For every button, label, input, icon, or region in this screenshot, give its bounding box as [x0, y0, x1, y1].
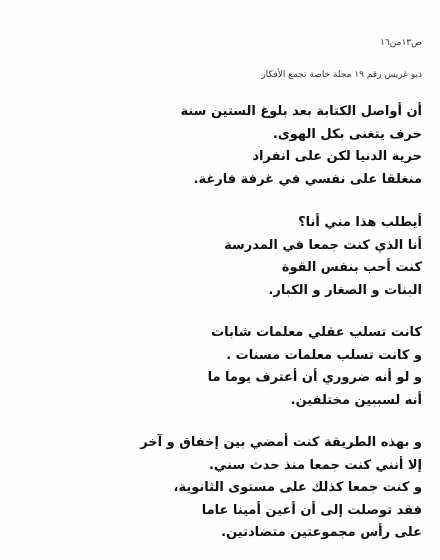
poem-line: حرف يتغنى بكل الهوى. — [272, 126, 422, 142]
poem-line: أنه لسببين مختلفين. — [290, 392, 422, 408]
poem-line: كانت تسلب عقلي معلمات شابات — [211, 325, 422, 340]
poem-line: و كنت جمعا كذلك على مستوى الثانوية، — [173, 480, 422, 495]
page-number: ص١٣من١٦ — [380, 38, 422, 48]
poem-line: أنا الذي كنت جمعا في المدرسة — [224, 237, 422, 253]
poem-line: فقد توصلت إلى أن أعين أمينا عاما — [201, 502, 422, 518]
poem-line: و بهذه الطريقة كنت أمضي بين إخفاق و آخر — [140, 435, 422, 450]
poem-line: و كانت تسلب معلمات مسنات . — [226, 347, 422, 363]
poem-line: أن أواصل الكتابة بعد بلوغ الستين سنة — [180, 104, 422, 119]
poem-line: حرية الدنيا لكن على انفراد — [252, 149, 422, 164]
document-header: ديو غريس رقم ١٩ مجلة خاصة تجمع الأفكار — [261, 70, 422, 80]
poem-line: على رأس مجموعتين متضادتين. — [221, 525, 422, 540]
poem-line: أيطلب هذا مني أنا؟ — [298, 215, 422, 230]
poem-line: و لو أنه ضروري أن أعترف يوما ما — [207, 370, 422, 385]
stanza — [22, 101, 422, 191]
poem-line: البنات و الصغار و الكبار. — [268, 282, 422, 298]
poem-line: إلا أنني كنت جمعا منذ حدث سني. — [208, 457, 422, 473]
poem-line: منغلقا على نفسي في غرفة فارغة. — [193, 171, 422, 187]
stanza — [22, 212, 422, 302]
poem-line: كنت أحب بنفس القوة — [281, 260, 422, 275]
stanza — [22, 432, 422, 545]
stanza — [22, 322, 422, 412]
